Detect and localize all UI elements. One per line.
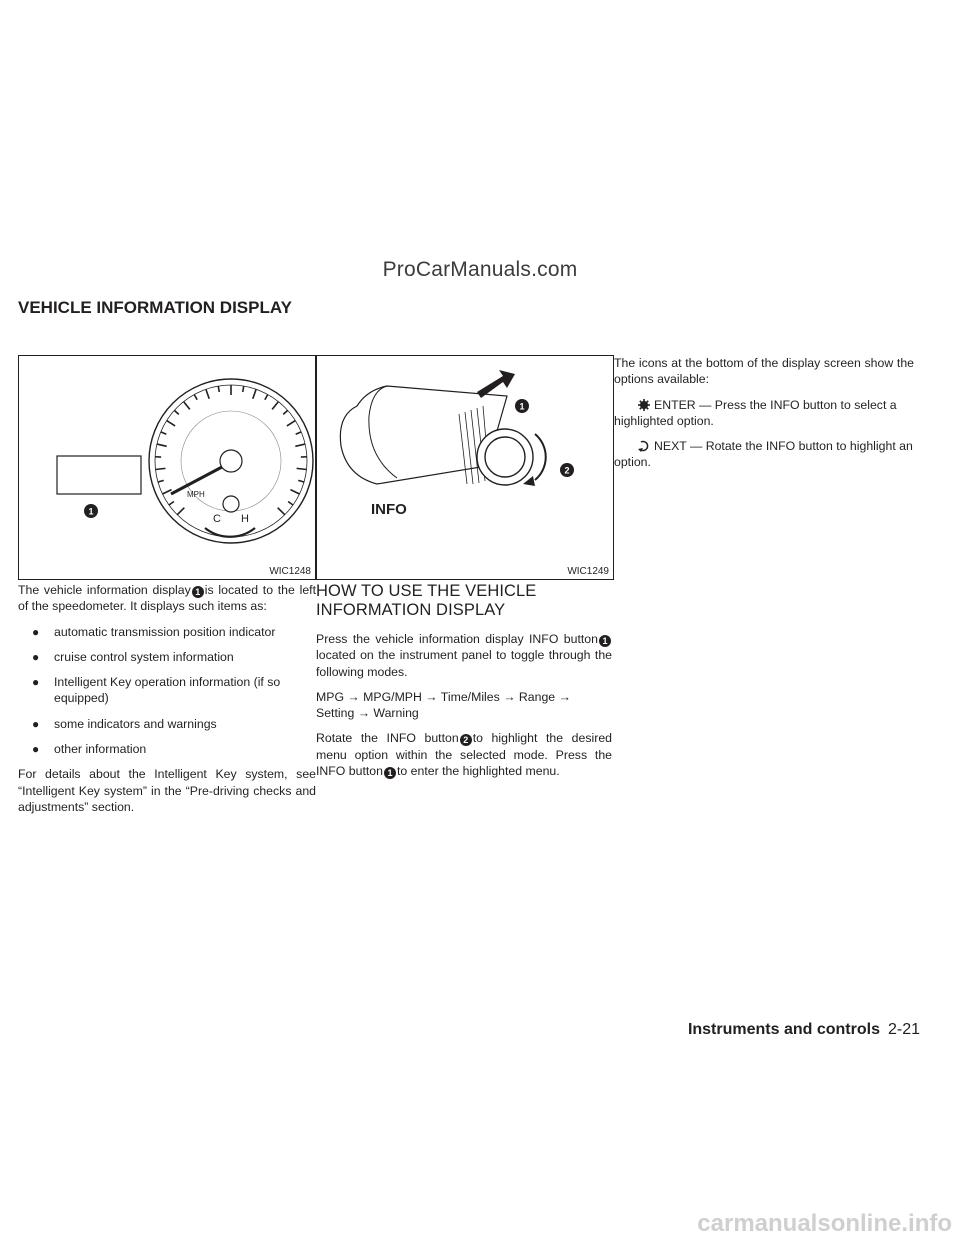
info-knob-illustration xyxy=(317,356,613,579)
svg-text:1: 1 xyxy=(88,506,94,517)
footer-section: Instruments and controls xyxy=(687,1021,880,1038)
column-1 xyxy=(18,582,316,824)
list-item: ● some indicators and warnings xyxy=(32,716,217,731)
toggle-paragraph: Press the vehicle information display INFO button 1located on the instrument panel to toggle through the following modes. xyxy=(316,632,612,679)
gauge-tick xyxy=(161,432,167,434)
push-arrow-icon xyxy=(477,370,515,398)
gauge-tick xyxy=(194,394,197,399)
display-items-list xyxy=(18,624,316,758)
gauge-tick xyxy=(272,402,278,410)
icons-intro: The icons at the bottom of the display screen show the options available: xyxy=(614,356,914,387)
gauge-tick xyxy=(158,480,164,482)
gauge-tick xyxy=(278,508,285,515)
gauge-tick xyxy=(218,386,219,392)
gauge-tick xyxy=(184,402,190,410)
gauge-tick xyxy=(155,468,165,469)
gauge-tick xyxy=(157,444,167,446)
callout-1: 1 xyxy=(599,635,611,647)
modes-sequence: MPG → MPG/MPH → Time/Miles → Range → Setting → Warning xyxy=(316,689,571,721)
figure-code: WIC1248 xyxy=(269,566,311,577)
page-number: 2-21 xyxy=(887,1021,920,1038)
figure-speedometer xyxy=(18,355,316,580)
gauge-tick xyxy=(287,421,295,426)
details-paragraph: For details about the Intelligent Key system, see “Intelligent Key system” in the “Pre-driving checks and adjustments” section. xyxy=(18,767,316,814)
column-2 xyxy=(316,582,612,788)
svg-text:2: 2 xyxy=(564,465,570,476)
gauge-tick xyxy=(283,410,287,414)
next-icon xyxy=(638,440,650,452)
list-item: ● cruise control system information xyxy=(32,649,234,664)
gauge-c-label: C xyxy=(213,513,221,525)
watermark: ProCarManuals.com xyxy=(382,258,578,281)
gauge-tick xyxy=(174,410,178,414)
info-label: INFO xyxy=(371,501,407,518)
callout-1: 1 xyxy=(192,586,204,598)
enter-icon xyxy=(638,399,650,411)
gauge-tick xyxy=(288,502,293,505)
gauge-tick xyxy=(298,480,304,482)
callout-2: 2 xyxy=(460,734,472,746)
gauge-tick xyxy=(167,421,175,426)
next-option: NEXT — Rotate the INFO button to highlight an option. xyxy=(614,439,913,470)
list-item: ● other information xyxy=(32,742,147,757)
page-title: VEHICLE INFORMATION DISPLAY xyxy=(18,298,292,317)
svg-text:1: 1 xyxy=(519,401,525,412)
gauge-tick xyxy=(169,502,174,505)
gauge-tick xyxy=(290,490,299,494)
gauge-tick xyxy=(297,468,307,469)
gauge-hub xyxy=(220,450,242,472)
gauge-tick xyxy=(163,490,172,494)
gauge-tick xyxy=(296,432,302,434)
gauge-mph-label: MPH xyxy=(187,490,205,499)
list-item: ● Intelligent Key operation information (if so equipped) xyxy=(32,675,281,706)
gauge-tick xyxy=(243,386,244,392)
column-3 xyxy=(614,355,914,480)
intro-paragraph: The vehicle information display 1 is located to the left of the speedometer. It displays such items as: xyxy=(18,583,317,614)
enter-option: ENTER — Press the INFO button to select a highlighted option. xyxy=(614,397,897,428)
figure-code: WIC1249 xyxy=(567,566,609,577)
speedometer-illustration xyxy=(19,356,315,579)
figure-info-button xyxy=(316,355,614,580)
watermark-bottom: carmanualsonline.info xyxy=(697,1210,952,1237)
gauge-tick xyxy=(206,389,209,398)
gauge-tick xyxy=(265,394,268,399)
page-footer xyxy=(688,1021,920,1039)
list-item: ● automatic transmission position indicator xyxy=(32,624,276,639)
gauge-tick xyxy=(177,508,184,515)
rotate-paragraph: Rotate the INFO button 2 to highlight the desired menu option within the selected mode. Press the INFO button 1 to enter the highlighted menu. xyxy=(316,731,612,779)
info-display-box xyxy=(57,456,141,494)
gauge-tick xyxy=(253,389,256,398)
section-heading: HOW TO USE THE VEHICLE INFORMATION DISPLAY xyxy=(316,582,537,619)
callout-1: 1 xyxy=(384,767,396,779)
gauge-h-label: H xyxy=(241,513,249,525)
gauge-tick xyxy=(295,444,305,446)
